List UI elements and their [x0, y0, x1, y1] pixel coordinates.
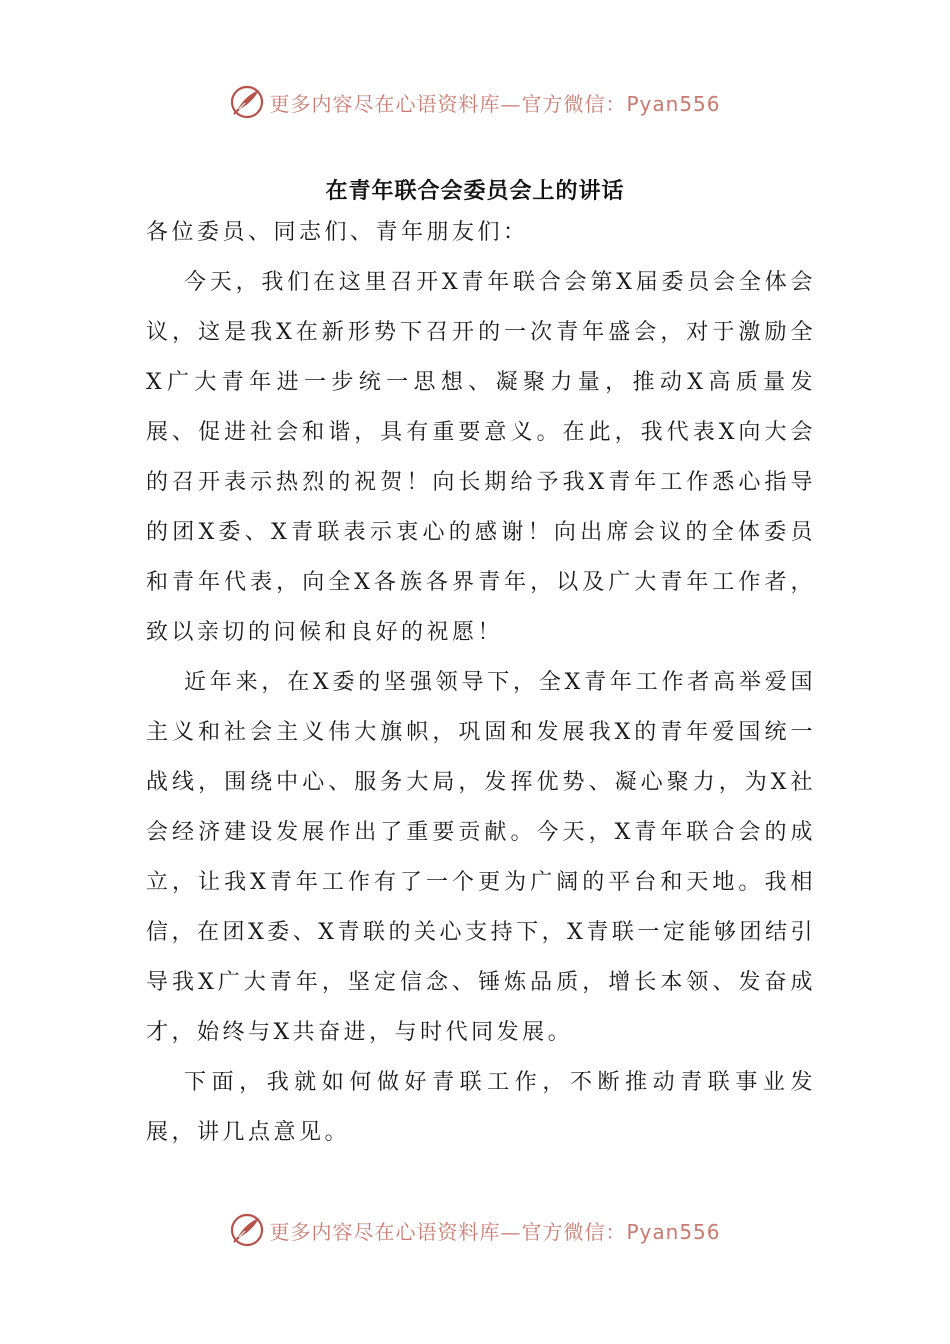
- paragraph-1: 今天，我们在这里召开X青年联合会第X届委员会全体会议，这是我X在新形势下召开的一次青年盛会，对于激励全X广大青年进一步统一思想、凝聚力量，推动X高质量发展、促进社会和谐，具有重要意义。在此，我代表X向大会的召开表示热烈的祝贺！向长期给予我X青年工作悉心指导的团X委、X青联表示衷心的感谢！向出席会议的全体委员和青年代表，向全X各族各界青年，以及广大青年工作者，致以亲切的问候和良好的祝愿！: [146, 270, 816, 645]
- watermark-text: 更多内容尽在心语资料库—官方微信：Pyan556: [269, 1219, 721, 1244]
- watermark-banner-top: [0, 82, 950, 122]
- paragraph-3: 下面，我就如何做好青联工作，不断推动青联事业发展，讲几点意见。: [146, 1070, 816, 1145]
- watermark-text: 更多内容尽在心语资料库—官方微信：Pyan556: [269, 91, 721, 116]
- salutation: 各位委员、同志们、青年朋友们：: [146, 220, 529, 245]
- document-body: [146, 208, 816, 1158]
- wechat-id: Pyan556: [626, 91, 721, 116]
- watermark-banner-bottom: [0, 1210, 950, 1250]
- paragraph-2: 近年来，在X委的坚强领导下，全X青年工作者高举爱国主义和社会主义伟大旗帜，巩固和发展我X的青年爱国统一战线，围绕中心、服务大局，发挥优势、凝心聚力，为X社会经济建设发展作出了重要贡献。今天，X青年联合会的成立，让我X青年工作有了一个更为广阔的平台和天地。我相信，在团X委、X青联的关心支持下，X青联一定能够团结引导我X广大青年，坚定信念、锤炼品质，增长本领、发奋成才，始终与X共奋进，与时代同发展。: [146, 670, 816, 1045]
- quill-logo-icon: [229, 84, 265, 120]
- document-title: 在青年联合会委员会上的讲话: [325, 179, 625, 204]
- quill-logo-icon: [229, 1212, 265, 1248]
- wechat-id: Pyan556: [626, 1219, 721, 1244]
